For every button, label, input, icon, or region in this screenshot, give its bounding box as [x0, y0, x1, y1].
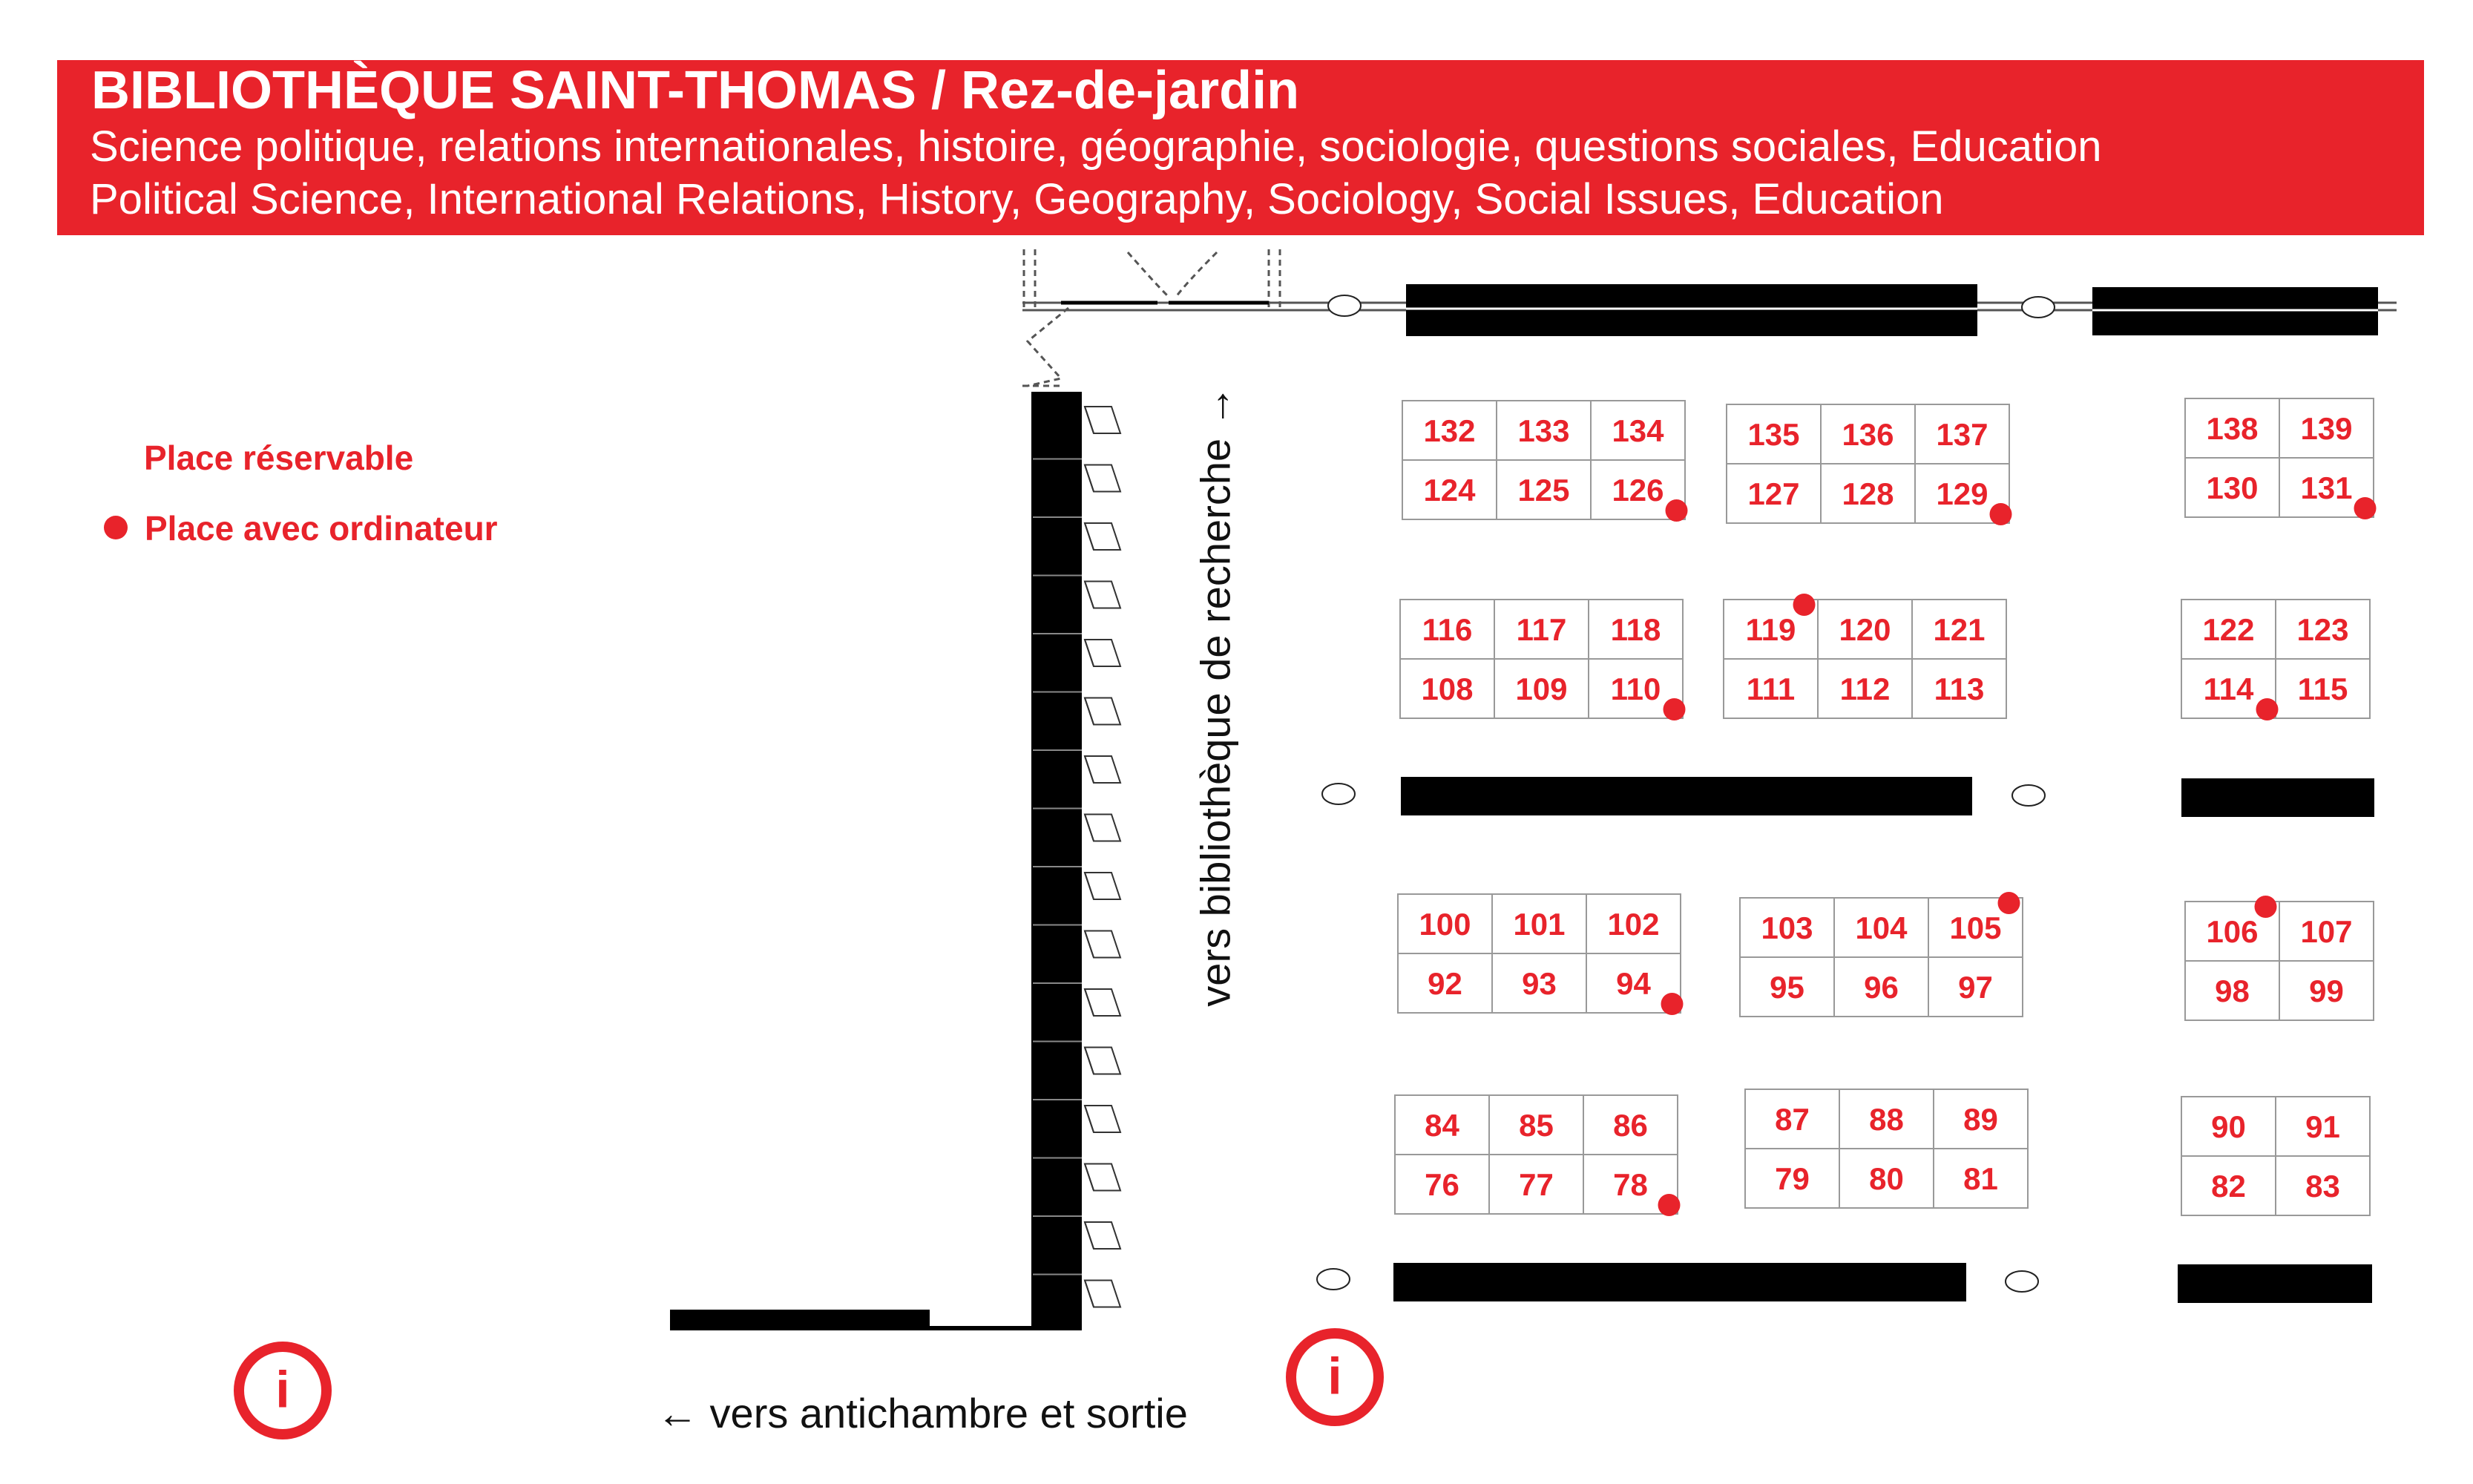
seat-number: 127 — [1747, 476, 1800, 511]
seat-group — [1398, 894, 1684, 1015]
seat-number: 125 — [1517, 473, 1570, 508]
seat-number: 79 — [1775, 1161, 1810, 1196]
seat-number: 85 — [1519, 1108, 1554, 1143]
seat-number: 104 — [1855, 910, 1908, 945]
chair-icon — [1085, 1048, 1120, 1074]
seat-number: 78 — [1613, 1167, 1648, 1202]
seat-number: 95 — [1770, 970, 1804, 1005]
computer-dot-icon — [1990, 503, 2012, 525]
seat-number: 105 — [1949, 910, 2002, 945]
seat-number: 130 — [2206, 470, 2259, 505]
seat-number: 89 — [1963, 1102, 1998, 1137]
seat-number: 112 — [1839, 672, 1891, 706]
seat-number: 97 — [1958, 970, 1993, 1005]
bin-icon — [1322, 784, 1355, 804]
chair-icon — [1085, 582, 1120, 608]
chair-icon — [1085, 931, 1120, 958]
shelf — [1031, 392, 1082, 1330]
seat-number: 133 — [1517, 413, 1570, 448]
seat-number: 84 — [1425, 1108, 1459, 1143]
seat-number: 98 — [2215, 974, 2250, 1008]
seat-number: 91 — [2305, 1109, 2340, 1144]
computer-dot-icon — [2255, 896, 2277, 918]
shelf — [1406, 284, 1977, 336]
bin-icon — [2022, 297, 2055, 318]
seat-group — [1395, 1095, 1681, 1216]
bin-icon — [1328, 295, 1361, 316]
seat-number: 114 — [2203, 672, 2254, 706]
seat-number: 137 — [1936, 417, 1988, 452]
seat-number: 117 — [1516, 612, 1567, 647]
shelf — [670, 1310, 930, 1330]
computer-dot-icon — [2256, 698, 2279, 720]
bin-icon — [2012, 785, 2045, 806]
computer-dot-icon — [2354, 497, 2377, 519]
chair-icon — [1085, 1222, 1120, 1249]
seat-number: 109 — [1515, 672, 1568, 706]
chair-icon — [1085, 465, 1120, 492]
seat-group — [2181, 1097, 2370, 1215]
seat-group — [2181, 600, 2370, 720]
shelf — [2181, 778, 2374, 817]
seat-group — [1740, 892, 2023, 1017]
seat-number: 103 — [1761, 910, 1813, 945]
info-icon[interactable]: i — [1286, 1328, 1384, 1426]
chair-icon — [1085, 873, 1120, 899]
seat-group — [2185, 398, 2377, 519]
seat-group — [2185, 896, 2374, 1020]
seat-group — [1400, 600, 1686, 720]
exit-direction: ← vers antichambre et sortie — [657, 1390, 1188, 1437]
seat-group — [1724, 594, 2006, 718]
seat-number: 110 — [1610, 672, 1661, 706]
subjects-french: Science politique, relations internationales, histoire, géographie, sociologie, questions sociales, Education — [90, 122, 2102, 171]
seat-number: 82 — [2211, 1169, 2246, 1204]
seat-number: 81 — [1963, 1161, 1998, 1196]
seat-number: 123 — [2296, 612, 2349, 647]
seat-number: 131 — [2300, 470, 2353, 505]
library-title: BIBLIOTHÈQUE SAINT-THOMAS / Rez-de-jardin — [91, 61, 1300, 120]
seat-number: 106 — [2206, 914, 2259, 949]
seat-number: 116 — [1422, 612, 1473, 647]
chair-icon — [1085, 989, 1120, 1016]
seat-number: 83 — [2305, 1169, 2340, 1204]
chair-icon — [1085, 640, 1120, 666]
seat-number: 99 — [2309, 974, 2344, 1008]
computer-dot-icon — [1658, 1194, 1681, 1216]
computer-dot-icon — [1666, 499, 1688, 522]
seat-group — [1727, 404, 2012, 525]
seat-number: 124 — [1423, 473, 1476, 508]
computer-dot-icon — [1998, 892, 2020, 914]
seat-number: 108 — [1421, 672, 1474, 706]
seat-number: 120 — [1839, 612, 1891, 647]
shelf — [930, 1326, 1031, 1330]
seat-number: 88 — [1869, 1102, 1904, 1137]
seat-number: 92 — [1428, 966, 1462, 1001]
seat-number: 121 — [1933, 612, 1986, 647]
chair-icon — [1085, 523, 1120, 550]
chair-icon — [1085, 1106, 1120, 1132]
seat-number: 119 — [1745, 612, 1796, 647]
seat-number: 135 — [1747, 417, 1800, 452]
seat-number: 132 — [1423, 413, 1476, 448]
seat-number: 122 — [2202, 612, 2255, 647]
seat-number: 139 — [2300, 411, 2353, 446]
seat-number: 138 — [2206, 411, 2259, 446]
seat-number: 128 — [1842, 476, 1894, 511]
chair-icon — [1085, 407, 1120, 433]
seat-number: 87 — [1775, 1102, 1810, 1137]
chair-icon — [1085, 756, 1120, 783]
seat-number: 136 — [1842, 417, 1894, 452]
seat-number: 101 — [1513, 907, 1566, 942]
seat-number: 86 — [1613, 1108, 1648, 1143]
seat-number: 90 — [2211, 1109, 2246, 1144]
chair-icon — [1085, 1164, 1120, 1191]
seat-number: 134 — [1612, 413, 1664, 448]
seat-number: 77 — [1519, 1167, 1554, 1202]
seat-number: 129 — [1936, 476, 1988, 511]
seat-number: 94 — [1616, 966, 1651, 1001]
shelf — [2178, 1264, 2372, 1303]
chair-icon — [1085, 1281, 1120, 1307]
chair-icon — [1085, 815, 1120, 841]
seat-number: 111 — [1746, 672, 1796, 706]
bin-icon — [1317, 1269, 1350, 1290]
seat-number: 126 — [1612, 473, 1664, 508]
shelf — [1401, 777, 1972, 815]
info-icon[interactable]: i — [234, 1342, 332, 1439]
seat-number: 107 — [2300, 914, 2353, 949]
computer-dot-icon — [1793, 594, 1816, 616]
seat-number: 113 — [1934, 672, 1985, 706]
seat-number: 118 — [1610, 612, 1661, 647]
computer-dot-icon — [1664, 698, 1686, 720]
seat-group — [1402, 401, 1688, 522]
seat-number: 76 — [1425, 1167, 1459, 1202]
legend-reservable: Place réservable — [144, 439, 414, 477]
bin-icon — [2006, 1271, 2038, 1292]
seat-number: 96 — [1864, 970, 1899, 1005]
legend-computer: Place avec ordinateur — [145, 509, 498, 548]
seat-number: 100 — [1419, 907, 1471, 942]
seat-number: 102 — [1607, 907, 1660, 942]
computer-dot-icon — [1661, 993, 1684, 1015]
seat-number: 93 — [1522, 966, 1557, 1001]
shelf — [1393, 1263, 1966, 1301]
seat-number: 115 — [2297, 672, 2348, 706]
research-library-direction: vers bibliothèque de recherche → — [1192, 385, 1239, 1007]
chair-icon — [1085, 698, 1120, 725]
seat-number: 80 — [1869, 1161, 1904, 1196]
subjects-english: Political Science, International Relations, History, Geography, Sociology, Social Issues, Education — [90, 175, 1944, 223]
seat-group — [1745, 1089, 2028, 1208]
